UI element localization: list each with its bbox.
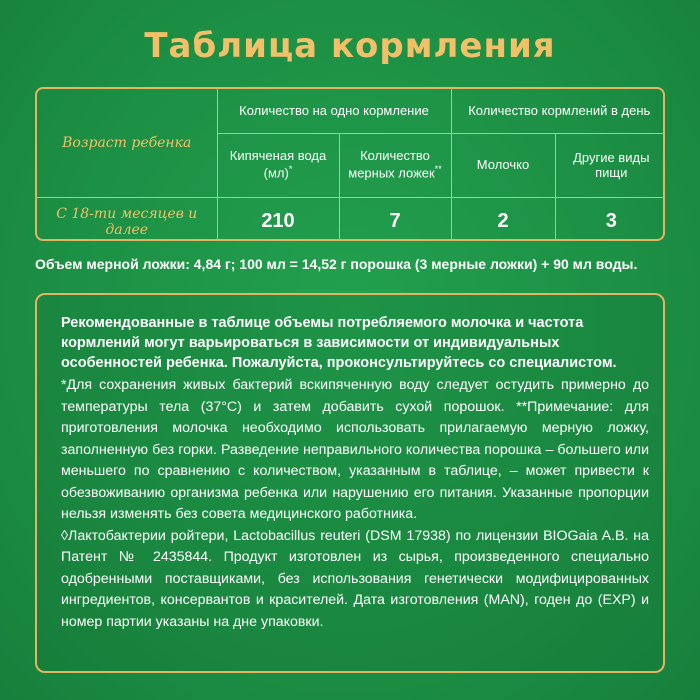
scoops-footnote-mark: ** — [434, 164, 442, 175]
water-column-label: Кипяченая вода (мл) — [229, 148, 327, 181]
water-column-header — [217, 134, 339, 198]
scoop-volume-note: Объем мерной ложки: 4,84 г; 100 мл = 14,52 г порошка (3 мерные ложки) + 90 мл воды. — [35, 256, 638, 272]
per-day-group-header: Количество кормлений в день — [451, 89, 665, 134]
other-food-cell: 3 — [555, 198, 665, 242]
bacteria-note: ◊Лактобактерии ройтери, Lactobacillus reuteri (DSM 17938) по лицензии BIOGaia A.B. на Патент № 2435844. Продукт изготовлен из сырья, произведенного специально одобренными поставщиками, без использования генетически модифицированных ингредиентов, консервантов и красителей. Дата изготовления (MAN), годен до (EXP) и номер партии указаны на дне упаковки. — [61, 527, 649, 630]
preparation-note: *Для сохранения живых бактерий вскипяченную воду следует остудить примерно до температуры тела (37°С) и затем добавить сухой порошок. **Примечание: для приготовления молочка необходимо использовать прилагаемую мерную ложку, заполненную без горки. Разведение неправильного количества порошка – большего или меньшего по сравнению с количеством, указанным в таблице, – может привести к обезвоживанию организма ребенка или нарушению его питания. Указанные пропорции нельзя изменять без совета медицинского работника. — [61, 377, 649, 522]
milk-column-header: Молочко — [451, 134, 555, 198]
scoops-column-header — [339, 134, 451, 198]
water-footnote-mark: * — [288, 164, 293, 175]
scoops-cell: 7 — [339, 198, 451, 242]
recommendation-text: Рекомендованные в таблице объемы потребляемого молочка и частота кормлений могут варьироваться в зависимости от индивидуальных особенностей ребенка. Пожалуйста, проконсультируйтесь со специалистом. — [61, 315, 617, 371]
scoops-column-label: Количество мерных ложек — [348, 148, 435, 181]
info-panel — [35, 293, 665, 673]
page-title: Таблица кормления — [144, 26, 556, 66]
water-cell: 210 — [217, 198, 339, 242]
age-column-header: Возраст ребенка — [37, 89, 217, 198]
age-cell: С 18-ти месяцев и далее — [37, 198, 217, 242]
milk-cell: 2 — [451, 198, 555, 242]
per-feeding-group-header: Количество на одно кормление — [217, 89, 451, 134]
feeding-table — [35, 87, 665, 241]
other-food-column-header: Другие виды пищи — [555, 134, 665, 198]
